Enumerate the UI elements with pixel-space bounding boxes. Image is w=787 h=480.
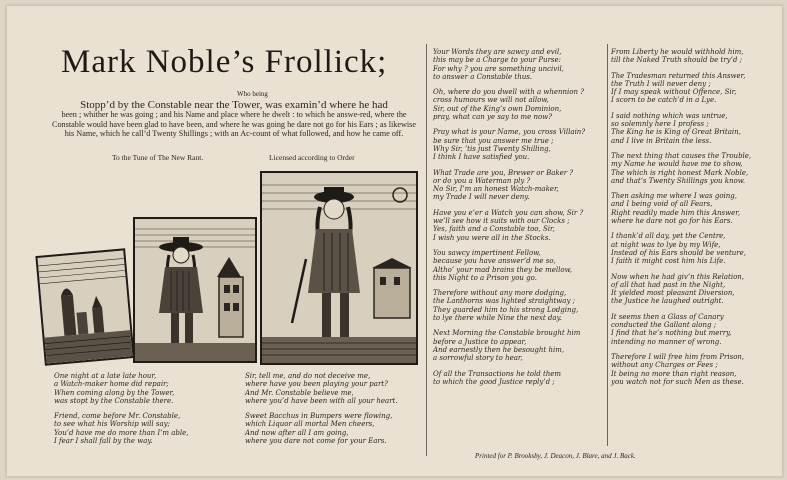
verse-line: pray, what can ye say to me now? [433, 113, 553, 122]
verse-line: cross humours we will not allow, [433, 96, 549, 105]
verse-line: Right readily made him this Answer, [611, 208, 741, 217]
stanza [611, 313, 781, 346]
verse-line: I fear I shall fall by the way. [54, 437, 153, 446]
verse-line: where you’d have been with all your heart. [245, 396, 398, 405]
verse-line: this may be a Charge to your Purse: [433, 56, 562, 65]
stanza [245, 412, 425, 445]
verse-line: was stopt by the Constable there. [54, 396, 174, 405]
verse-line: It being no more than right reason, [611, 369, 737, 378]
verse-line: which Liquor all mortal Men cheers, [245, 420, 375, 429]
verse-line: the Justice he laughed outright. [611, 297, 724, 306]
subtitle-rest: been ; whither he was going ; and his Name and place where he dwelt : to which he answe-red, where the Constable would have been glad to have been, and where he was going he dare not go for his Ears ; as likewise his Name, which he call’d Twenty Shillings ; with an Ac-count of what followed, and how he came off. [51, 110, 416, 139]
verse-line: For why ? you are something uncivil, [433, 64, 564, 73]
broadside-sheet [6, 5, 783, 477]
printer-imprint: Printed for P. Brooksby, J. Deacon, J. Blare, and J. Back. [475, 452, 636, 460]
stanza [611, 112, 781, 145]
verse-column-3 [433, 48, 608, 393]
verse-line: to see what his Worship will say; [54, 420, 170, 429]
verse-line: Friend, come before Mr. Constable, [54, 412, 181, 421]
verse-line: What Trade are you, Brewer or Baker ? [433, 168, 574, 177]
verse-line: till the Naked Truth should be try’d ; [611, 56, 742, 65]
verse-line: the Lanthorns was lighted straightway ; [433, 297, 576, 306]
woodcut-town-towers [35, 248, 134, 365]
who-being-label: Who being [237, 90, 268, 98]
stanza [245, 372, 425, 405]
stanza [54, 372, 244, 405]
verse-line: I scorn to be catch’d in a Lye. [611, 96, 717, 105]
verse-line: When coming along by the Tower, [54, 388, 175, 397]
stanza [433, 169, 608, 202]
verse-line: The King he is King of Great Britain, [611, 128, 741, 137]
verse-line: I said nothing which was untrue, [611, 111, 728, 120]
verse-line: It yielded most pleasant Diversion, [611, 289, 735, 298]
stanza [611, 192, 781, 225]
verse-line: They guarded him to his strong Lodging, [433, 305, 579, 314]
verse-line: If I may speak without Offence, Sir, [611, 88, 737, 97]
verse-line: Oh, where do you dwell with a whennion ? [433, 88, 584, 97]
verse-line: so solemnly here I profess ; [611, 120, 709, 129]
stanza [611, 152, 781, 185]
verse-line: to which the good Justice reply’d ; [433, 377, 555, 386]
stanza [611, 48, 781, 65]
stanza [433, 209, 608, 242]
stanza [611, 273, 781, 306]
verse-line: Pray what is your Name, you cross Villain? [433, 128, 586, 137]
ballad-title: Mark Noble’s Frollick; [61, 44, 388, 80]
stanza [433, 329, 608, 362]
verse-column-2 [245, 372, 425, 452]
verse-line: Now when he had giv’n this Relation, [611, 272, 745, 281]
verse-line: Therefore without any more dodging, [433, 289, 567, 298]
stanza [433, 249, 608, 282]
verse-line: this Night to a Prison you go. [433, 273, 537, 282]
verse-line: without any Charges or Fees ; [611, 361, 718, 370]
verse-line: Why Sir, ’tis just Twenty Shilling, [433, 144, 551, 153]
verse-line: Of all the Transactions he told them [433, 369, 562, 378]
verse-line: And earnestly then he besought him, [433, 345, 565, 354]
verse-line: you watch not for such Men as these. [611, 377, 744, 386]
verse-line: Sir, tell me, and do not deceive me, [245, 372, 371, 380]
stanza [611, 72, 781, 105]
verse-line: Your Words they are sawcy and evil, [433, 48, 562, 56]
verse-line: One night at a late late hour, [54, 372, 157, 380]
stanza [433, 370, 608, 387]
verse-line: From Liberty he would withhold him, [611, 48, 744, 56]
stanza [611, 232, 781, 265]
verse-line: a sorrowful story to hear, [433, 354, 523, 363]
column-rule [426, 44, 427, 456]
verse-line: The Tradesman returned this Answer, [611, 71, 746, 80]
verse-line: the Truth I will never deny ; [611, 79, 711, 88]
verse-line: we’ll see how it suits with our Clocks ; [433, 217, 570, 226]
verse-line: You sawcy impertinent Fellow, [433, 248, 541, 257]
verse-line: and I being void of all Fears, [611, 200, 713, 209]
verse-line: The which is right honest Mark Noble, [611, 168, 749, 177]
verse-line: I wish you were all in the Stocks. [433, 233, 551, 242]
stanza [433, 48, 608, 81]
verse-line: Yes, faith and a Constable too, Sir, [433, 225, 555, 234]
verse-line: of all that had past in the Night, [611, 280, 726, 289]
subtitle-lead: Stopp’d by the Constable near the Tower, was examin’d where he had [80, 99, 388, 111]
ballad-subtitle [49, 101, 419, 139]
verse-column-4 [611, 48, 781, 393]
woodcut-gentleman-house [133, 217, 257, 363]
verse-line: where you dare not come for your Ears. [245, 437, 387, 446]
verse-line: my Trade I will never deny. [433, 193, 530, 202]
verse-line: to lye there while Nine the next day. [433, 314, 562, 323]
verse-line: and that’s Twenty Shillings you know. [611, 176, 746, 185]
verse-line: or do you a Waterman ply ? [433, 176, 531, 185]
stanza [611, 353, 781, 386]
column-rule [607, 44, 608, 446]
verse-line: I think I have satisfied you. [433, 153, 530, 162]
verse-line: where have you been playing your part? [245, 380, 388, 389]
verse-line: Sweet Bacchus in Bumpers were flowing, [245, 412, 393, 421]
verse-line: because you have answer’d me so, [433, 257, 556, 266]
tune-line: To the Tune of The New Rant. [112, 153, 204, 162]
verse-line: be sure that you answer me true ; [433, 136, 554, 145]
verse-line: And Mr. Constable believe me, [245, 388, 354, 397]
verse-line: intending no manner of wrong. [611, 337, 722, 346]
stanza [433, 289, 608, 322]
licensed-line: Licensed according to Order [269, 153, 355, 162]
verse-line: Instead of his Ears should be venture, [611, 248, 746, 257]
verse-line: my Name he would have me to show, [611, 160, 743, 169]
verse-line: No Sir, I’m an honest Watch-maker, [433, 185, 559, 194]
verse-line: It seems then a Glass of Canary [611, 312, 724, 321]
verse-line: Have you e’er a Watch you can show, Sir ? [433, 208, 584, 217]
verse-line: I faith it might cost him his Life. [611, 257, 726, 266]
verse-line: The next thing that causes the Trouble, [611, 151, 752, 160]
verse-line: Sir, out of the King’s own Dominion, [433, 104, 562, 113]
verse-line: I find that he’s nothing but merry, [611, 329, 732, 338]
stanza [433, 88, 608, 121]
woodcut-man-with-cane [260, 171, 418, 365]
verse-line: at night was to lye by my Wife, [611, 240, 721, 249]
verse-line: You’d have me do more than I’m able, [54, 428, 189, 437]
verse-line: Then asking me where I was going, [611, 192, 737, 201]
verse-line: I thank’d all day, yet the Centre, [611, 232, 726, 241]
verse-line: Next Morning the Constable brought him [433, 329, 581, 338]
verse-line: to answer a Constable thus. [433, 72, 533, 81]
verse-line: before a Justice to appear, [433, 337, 527, 346]
verse-line: a Watch-maker home did repair; [54, 380, 169, 389]
verse-line: and I live in Britain the less. [611, 136, 712, 145]
verse-line: conducted the Gallant along ; [611, 321, 717, 330]
stanza [433, 128, 608, 161]
verse-line: where he dare not go for his Ears. [611, 217, 733, 226]
verse-line: And now after all I am going, [245, 428, 349, 437]
verse-line: Altho’ your mad brains they be mellow, [433, 265, 572, 274]
verse-column-1 [54, 372, 244, 452]
verse-line: Therefore I will free him from Prison, [611, 352, 745, 361]
stanza [54, 412, 244, 445]
